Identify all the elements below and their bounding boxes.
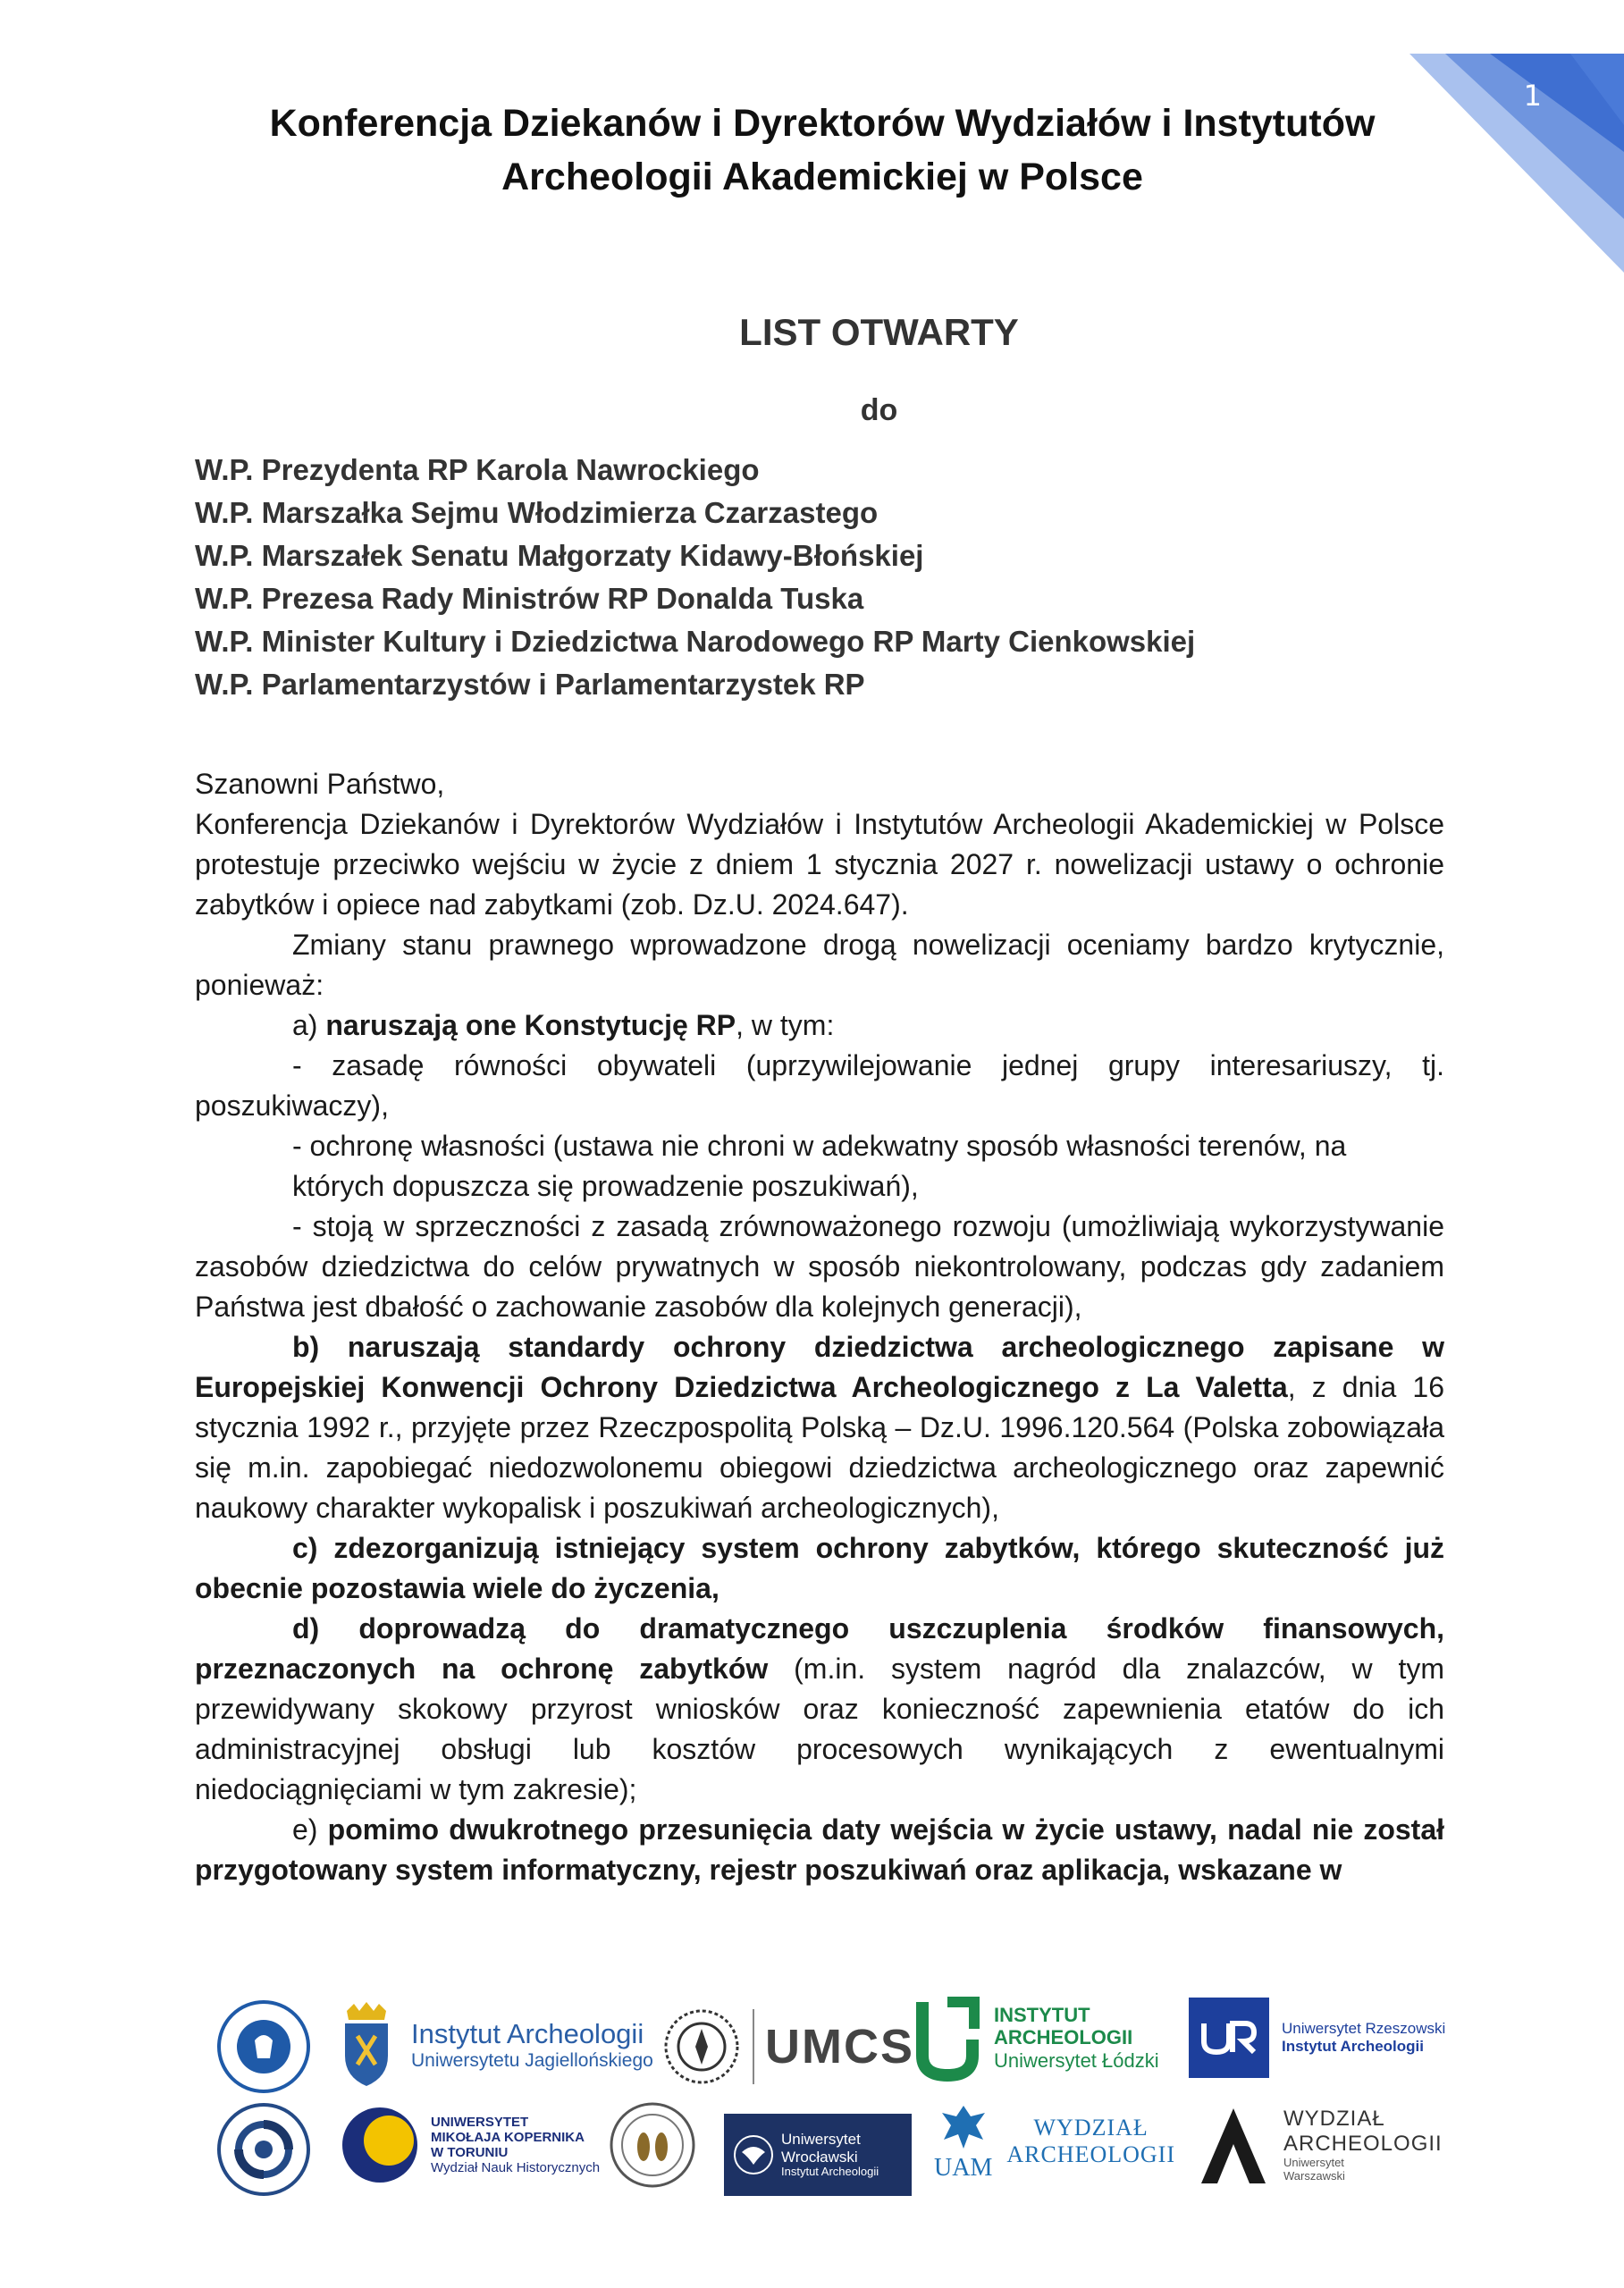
uwr-line1: Uniwersytet [781,2130,861,2148]
lodz-line1: INSTYTUT [994,2004,1090,2027]
point-d [195,1609,1444,1810]
uw-a-mark-icon [1198,2105,1269,2185]
addressee-prefix: do [860,393,898,427]
point-a-3: - stoją w sprzeczności z zasadą zrównoważonego rozwoju (umożliwiają wykorzystywanie zasobów dziedzictwa do celów prywatnych w sposób niekontrolowany, podczas gdy zadaniem Państwa jest dbałość o zachowanie zasobów dla kolejnych generacji), [195,1210,1444,1323]
logo-wa-uw [1198,2105,1443,2185]
letter-title: LIST OTWARTY [739,311,1019,353]
umk-line4: Wydział Nauk Historycznych [431,2160,601,2176]
point-b [195,1327,1444,1528]
umcs-divider [753,2009,754,2084]
point-a-bold: naruszają one Konstytucję RP [325,1009,736,1041]
point-a-2-line2: których dopuszcza się prowadzenie poszukiwań), [292,1170,919,1202]
uwr-line3: Instytut Archeologii [781,2165,879,2179]
lodz-line3: Uniwersytet Łódzki [994,2048,1159,2072]
ia-uj-line1: Instytut Archeologii [411,2018,644,2050]
page-number: 1 [1523,79,1542,113]
umk-line3: W TORUNIU [431,2145,509,2160]
uw-line1: WYDZIAŁ [1283,2107,1385,2132]
point-a-rest: , w tym: [736,1009,835,1041]
ug-archaeology-seal [215,1998,313,2096]
intro-paragraph: Konferencja Dziekanów i Dyrektorów Wydziałów i Instytutów Archeologii Akademickiej w Polsce protestuje przeciwko wejściu w życie z dniem 1 stycznia 2027 r. nowelizacji ustawy o ochronie zabytków i opiece nad zabytkami (zob. Dz.U. 2024.647). [195,808,1444,921]
point-a [195,1005,1444,1046]
ur-line1: Uniwersytet Rzeszowski [1282,2020,1446,2038]
recipient-list [195,449,1195,706]
umk-line2: MIKOŁAJA KOPERNIKA [431,2129,585,2145]
point-e [195,1810,1444,1890]
uj-crest-icon [340,2002,393,2088]
lodz-line2: ARCHEOLOGII [994,2026,1133,2049]
uam-line2: ARCHEOLOGII [1006,2141,1175,2167]
logo-ia-uj [340,2002,653,2088]
uwr-line2: Wrocławski [781,2148,858,2166]
point-d-rest: (m.in. system nagród dla znalazców, w tym przewidywany skokowy przyrost wniosków oraz konieczność zapewnienia etatów do ich administracyjnej obsługi lub kosztów procesowych wynikających z ewentualnymi niedociągnięciami w tym zakresie); [195,1653,1445,1805]
uw-line2: ARCHEOLOGII [1283,2132,1443,2157]
ia-uj-line2: Uniwersytetu Jagiellońskiego [411,2049,653,2071]
uw-line4: Warszawski [1283,2168,1345,2183]
ur-line2: Instytut Archeologii [1282,2038,1424,2055]
logo-umcs [661,2006,914,2087]
logo-uam [934,2100,1175,2183]
logo-ia-ul [912,1993,1159,2082]
point-a-1: - zasadę równości obywateli (uprzywilejowanie jednej grupy interesariuszy, tj. poszukiwaczy), [195,1049,1444,1122]
assessment-paragraph: Zmiany stanu prawnego wprowadzone drogą nowelizacji oceniamy bardzo krytycznie, ponieważ: [195,929,1444,1001]
recipient: W.P. Marszałka Sejmu Włodzimierza Czarzastego [195,496,879,529]
umk-line1: UNIWERSYTET [431,2114,529,2130]
uksw-seal [608,2100,697,2190]
recipient: W.P. Parlamentarzystów i Parlamentarzystek RP [195,668,865,701]
point-e-bold: pomimo dwukrotnego przesunięcia daty wejścia w życie ustawy, nadal nie został przygotowany system informatyczny, rejestr poszukiwań oraz aplikacja, wskazane w [195,1813,1445,1886]
umcs-emblem-icon [661,2006,742,2087]
point-c-bold: c) zdezorganizują istniejący system ochrony zabytków, którego skuteczność już obecnie pozostawia wiele do życzenia, [195,1532,1444,1604]
greeting: Szanowni Państwo, [195,768,445,800]
recipient: W.P. Minister Kultury i Dziedzictwa Narodowego RP Marty Cienkowskiej [195,625,1196,658]
point-b-rest: , z dnia 16 stycznia 1992 r., przyjęte przez Rzeczpospolitą Polską – Dz.U. 1996.120.564 (Polska zobowiązała się m.in. zapobiegać niedozwolonemu obiegowi dziedzictwa archeologicznego oraz zapewnić naukowy charakter wykopalisk i poszukiwań archeologicznych), [195,1371,1445,1524]
ur-mark-icon [1189,1998,1269,2078]
seal-figures-icon [608,2100,697,2190]
uwr-eagle-icon [733,2134,774,2175]
conference-title [161,97,1484,204]
conference-title-line2: Archeologii Akademickiej w Polsce [501,156,1143,198]
point-a-2 [195,1126,1444,1207]
recipient: W.P. Prezesa Rady Ministrów RP Donalda Tuska [195,582,864,615]
uam-mark: UAM [934,2154,993,2182]
partner-logos [206,1989,1457,2194]
point-a-2-line1: - ochronę własności (ustawa nie chroni w adekwatny sposób własności terenów, na [292,1130,1347,1162]
recipient: W.P. Prezydenta RP Karola Nawrockiego [195,453,760,486]
point-e-prefix: e) [292,1813,328,1846]
ug-seal-icon [215,1998,313,2096]
point-a-prefix: a) [292,1009,326,1041]
conference-title-line1: Konferencja Dziekanów i Dyrektorów Wydziałów i Instytutów [269,102,1376,145]
point-b-bold: b) naruszają standardy ochrony dziedzictwa archeologicznego zapisane w Europejskiej Konwencji Ochrony Dziedzictwa Archeologicznego z La Valetta [195,1331,1444,1403]
us-seal-icon [215,2100,313,2199]
ul-mark-icon [912,1993,983,2082]
point-d-bold: d) doprowadzą do dramatycznego uszczuplenia środków finansowych, przeznaczonych na ochronę zabytków [195,1612,1444,1685]
point-c [195,1528,1444,1609]
umk-mark-icon [340,2105,420,2185]
uam-line1: WYDZIAŁ [1033,2115,1149,2141]
recipient: W.P. Marszałek Senatu Małgorzaty Kidawy-Błońskiej [195,539,924,572]
logo-umk [340,2105,600,2185]
umcs-wordmark: UMCS [765,2019,914,2074]
uw-line3: Uniwersytet [1283,2155,1344,2169]
us-archaeology-seal [215,2100,313,2199]
uam-eagle-icon [937,2100,990,2154]
letter-body [195,764,1444,1890]
logo-ia-ur [1189,1998,1445,2078]
logo-uwr [724,2114,912,2196]
